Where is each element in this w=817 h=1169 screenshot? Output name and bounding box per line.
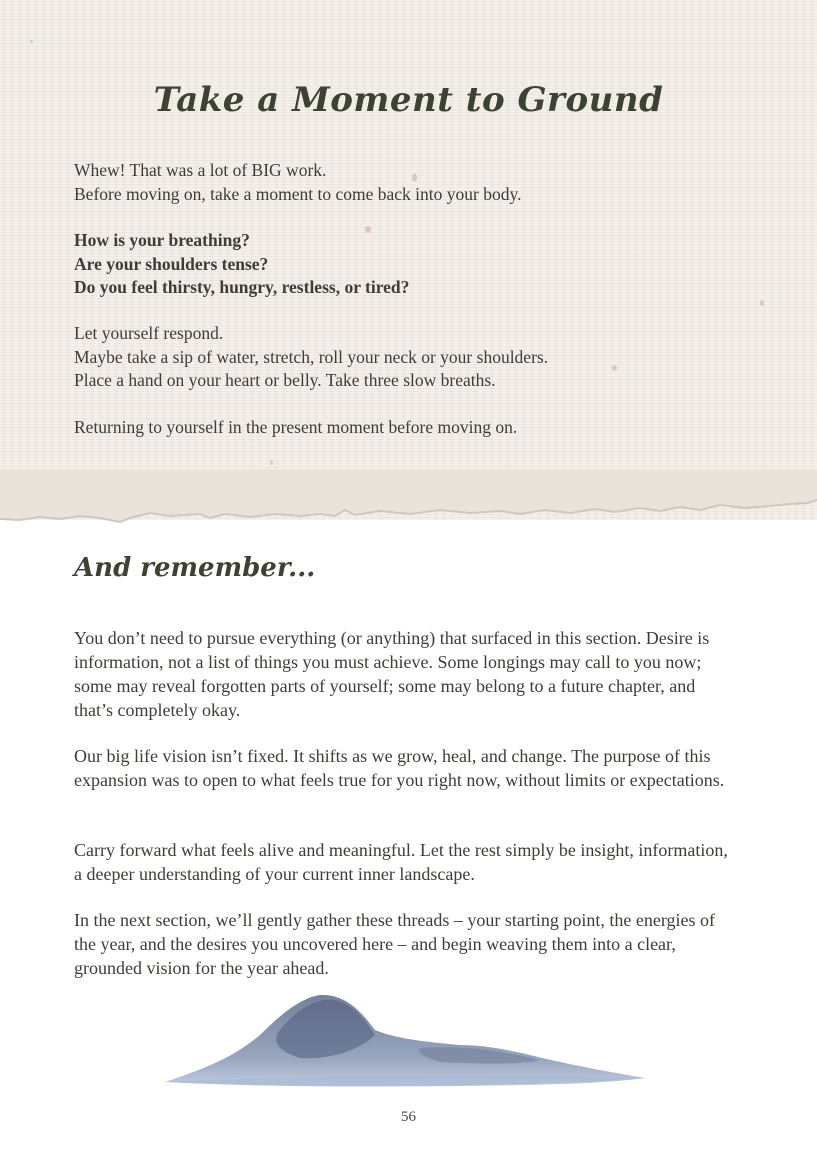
paper-speck [30, 40, 33, 43]
watercolor-mountain-illustration [160, 990, 650, 1090]
respond-text [74, 322, 754, 393]
intro-text [74, 159, 754, 206]
question: Are your shoulders tense? [74, 253, 269, 274]
grounding-questions [74, 229, 754, 300]
closing-text [74, 416, 754, 440]
page-number: 56 [401, 1109, 416, 1125]
section-heading: And remember... [74, 553, 316, 583]
closing-line: Returning to yourself in the present moment before moving on. [74, 417, 518, 437]
intro-line: Whew! That was a lot of BIG work. [74, 160, 327, 180]
torn-paper-edge [0, 470, 817, 530]
paper-speck [270, 460, 273, 465]
intro-line: Before moving on, take a moment to come back into your body. [74, 183, 522, 204]
question: Do you feel thirsty, hungry, restless, or tired? [74, 277, 410, 297]
page-title: Take a Moment to Ground [153, 80, 664, 120]
respond-line: Place a hand on your heart or belly. Take three slow breaths. [74, 370, 496, 390]
paragraph: Carry forward what feels alive and meaningful. Let the rest simply be insight, information, a deeper understanding of your current inner landscape. [74, 840, 728, 884]
respond-line: Let yourself respond. [74, 323, 224, 343]
respond-line: Maybe take a sip of water, stretch, roll your neck or your shoulders. [74, 346, 549, 367]
question: How is your breathing? [74, 230, 250, 250]
paragraph: In the next section, we’ll gently gather these threads – your starting point, the energies of the year, and the desires you uncovered here – and begin weaving them into a clear, grounded vision for the year ahead. [74, 910, 715, 978]
paper-speck [760, 300, 764, 306]
paragraph: Our big life vision isn’t fixed. It shifts as we grow, heal, and change. The purpose of this expansion was to open to what feels true for you right now, without limits or expectations. [74, 746, 725, 790]
paragraph: You don’t need to pursue everything (or anything) that surfaced in this section. Desire is information, not a list of things you must achieve. Some longings may call to you now; some may reveal forgotten parts of yourself; some may belong to a future chapter, and that’s completely okay. [74, 628, 710, 720]
